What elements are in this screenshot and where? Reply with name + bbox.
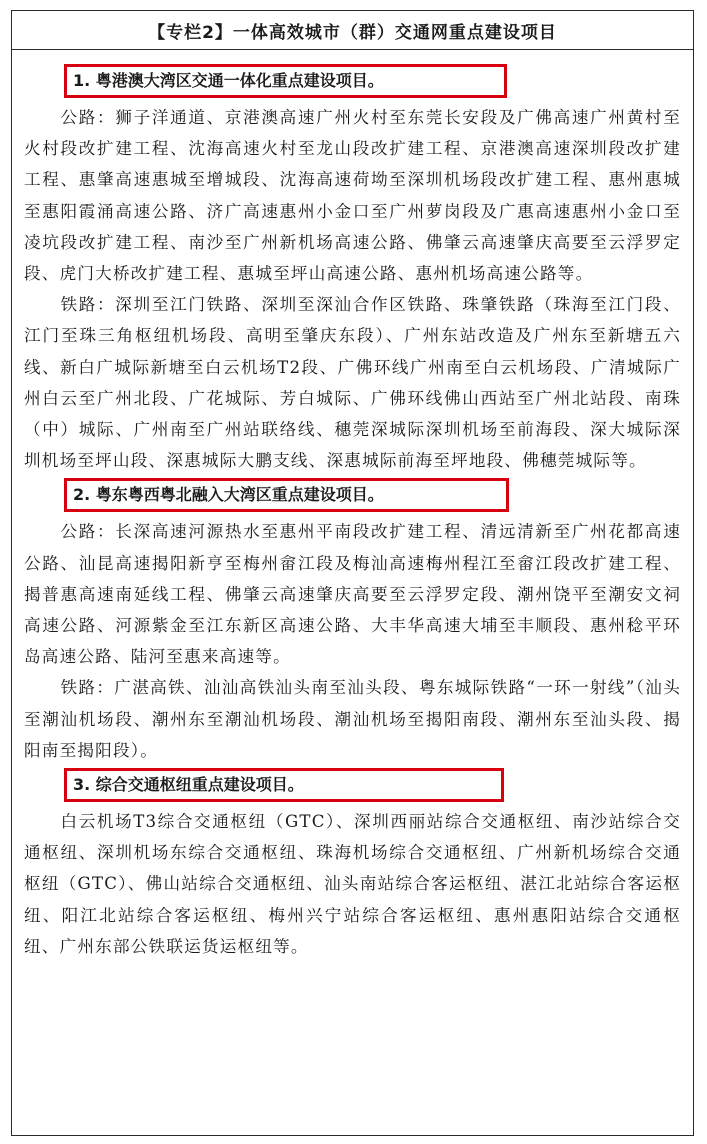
section-1-railway-paragraph: 铁路：深圳至江门铁路、深圳至深汕合作区铁路、珠肇铁路（珠海至江门段、江门至珠三角枢纽机场段、高明至肇庆东段）、广州东站改造及广州东至新塘五六线、新白广城际新塘至白云机场T2段、广佛环线广州南至白云机场段、广清城际广州白云至广州北段、广花城际、芳白城际、广佛环线佛山西站至广州北站段、南珠（中）城际、广州南至广州站联络线、穗莞深城际深圳机场至前海段、深大城际深圳机场至坪山段、深惠城际大鹏支线、深惠城际前海至坪地段、佛穗莞城际等。 bbox=[24, 295, 681, 471]
section-2 bbox=[24, 476, 681, 766]
document-body bbox=[12, 50, 693, 962]
title-row bbox=[12, 11, 693, 50]
section-2-highway-paragraph: 公路：长深高速河源热水至惠州平南段改扩建工程、清远清新至广州花都高速公路、汕昆高速揭阳新亨至梅州畲江段及梅汕高速梅州程江至畲江段改扩建工程、揭普惠高速南延线工程、佛肇云高速肇庆高要至云浮罗定段、潮州饶平至潮安文祠高速公路、河源紫金至江东新区高速公路、大丰华高速大埔至丰顺段、惠州稔平环岛高速公路、陆河至惠来高速等。 bbox=[24, 522, 681, 667]
section-1 bbox=[24, 62, 681, 476]
section-2-heading: 2. 粤东粤西粤北融入大湾区重点建设项目。 bbox=[64, 478, 509, 512]
document-title: 【专栏2】一体高效城市（群）交通网重点建设项目 bbox=[148, 22, 557, 43]
section-3-heading: 3. 综合交通枢纽重点建设项目。 bbox=[64, 768, 504, 802]
section-3 bbox=[24, 766, 681, 962]
section-1-highway-paragraph: 公路：狮子洋通道、京港澳高速广州火村至东莞长安段及广佛高速广州黄村至火村段改扩建工程、沈海高速火村至龙山段改扩建工程、京港澳高速深圳段改扩建工程、惠肇高速惠城至增城段、沈海高速荷坳至深圳机场段改扩建工程、惠州惠城至惠阳霞涌高速公路、济广高速惠州小金口至广州萝岗段及广惠高速惠州小金口至凌坑段改扩建工程、南沙至广州新机场高速公路、佛肇云高速肇庆高要至云浮罗定段、虎门大桥改扩建工程、惠城至坪山高速公路、惠州机场高速公路等。 bbox=[24, 108, 681, 284]
section-2-railway-paragraph: 铁路：广湛高铁、汕汕高铁汕头南至汕头段、粤东城际铁路“一环一射线”（汕头至潮汕机场段、潮州东至潮汕机场段、潮汕机场至揭阳南段、潮州东至汕头段、揭阳南至揭阳段）。 bbox=[24, 678, 681, 760]
section-1-heading: 1. 粤港澳大湾区交通一体化重点建设项目。 bbox=[64, 64, 507, 98]
document-frame bbox=[11, 10, 694, 1136]
section-3-hub-paragraph: 白云机场T3综合交通枢纽（GTC）、深圳西丽站综合交通枢纽、南沙站综合交通枢纽、深圳机场东综合交通枢纽、珠海机场综合交通枢纽、广州新机场综合交通枢纽（GTC）、佛山站综合交通枢纽、汕头南站综合客运枢纽、湛江北站综合客运枢纽、阳江北站综合客运枢纽、梅州兴宁站综合客运枢纽、惠州惠阳站综合交通枢纽、广州东部公铁联运货运枢纽等。 bbox=[24, 812, 681, 956]
